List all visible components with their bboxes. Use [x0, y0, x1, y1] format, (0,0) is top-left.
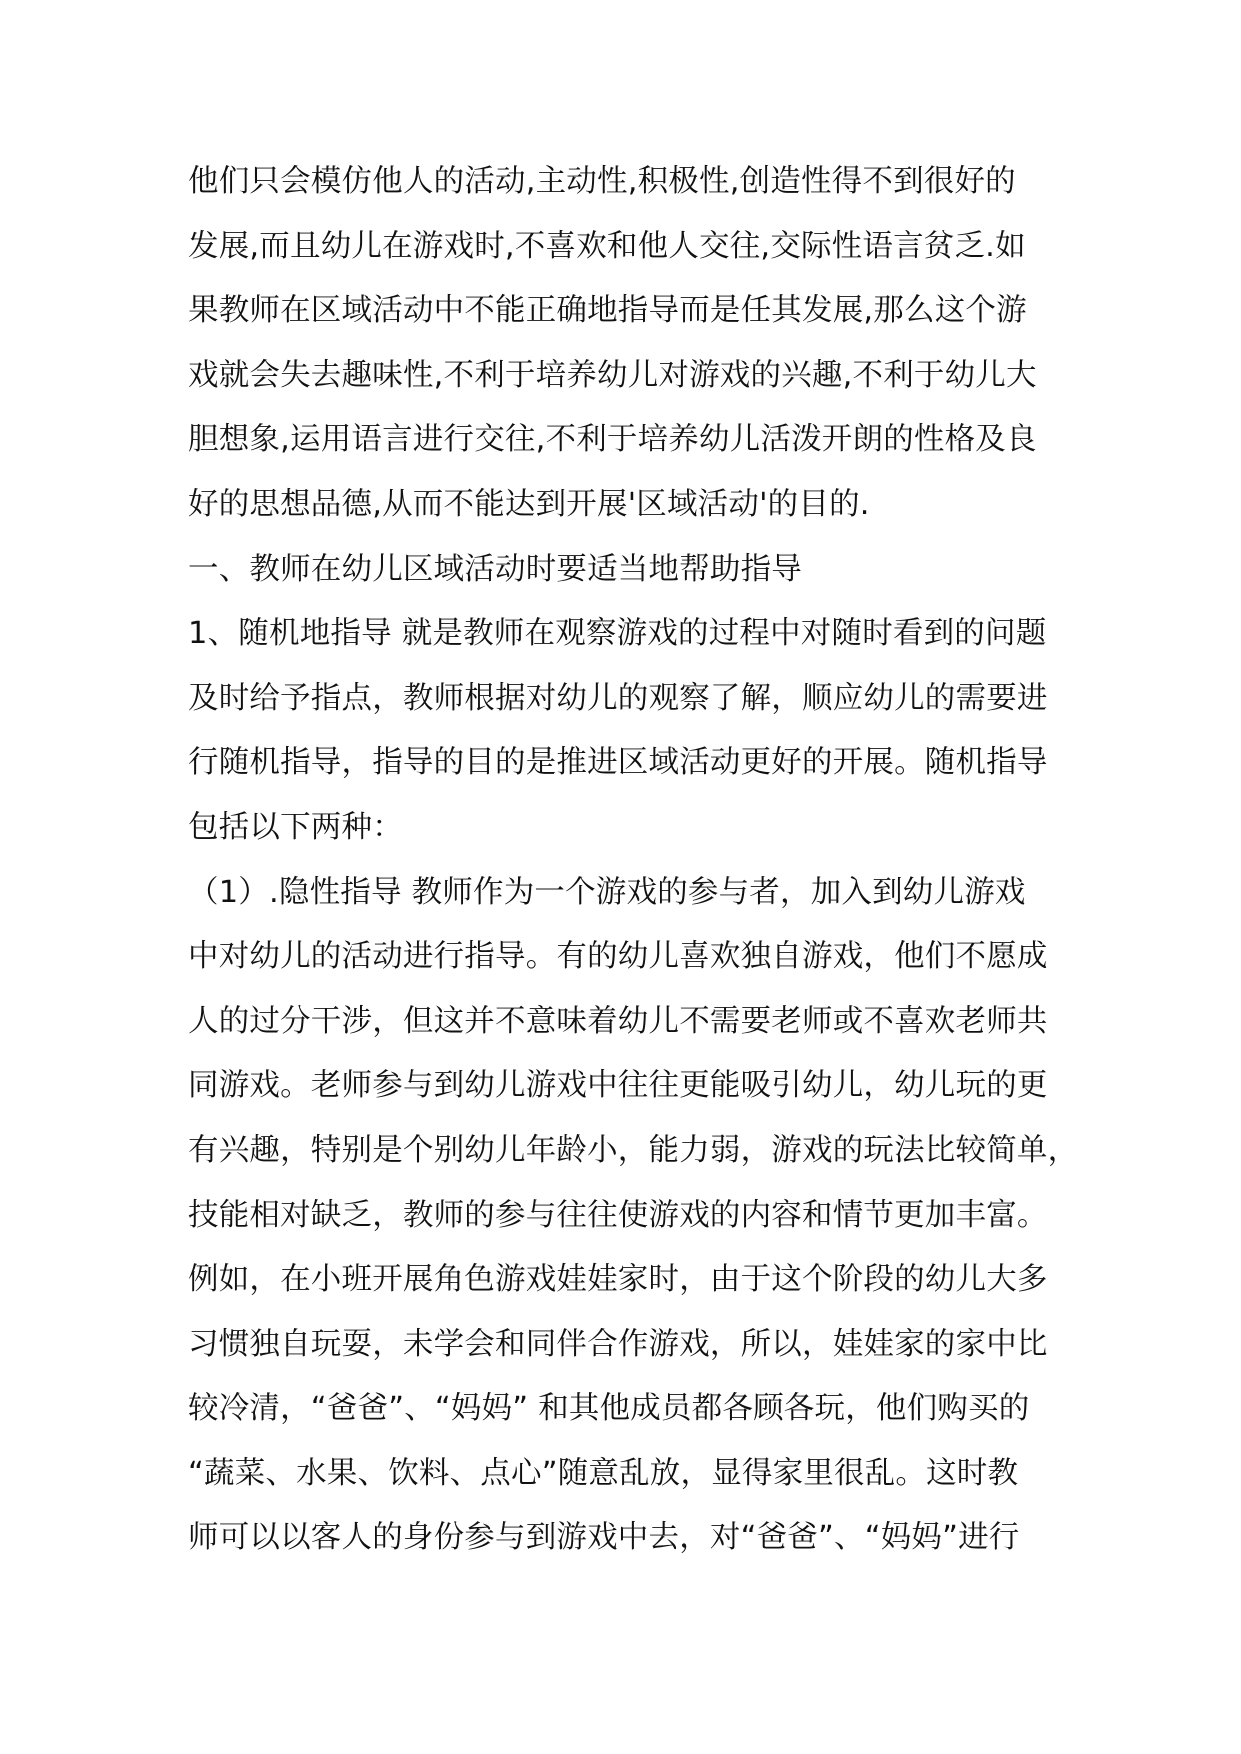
- text-line: 习惯独自玩耍，未学会和同伴合作游戏，所以，娃娃家的家中比: [188, 1326, 1048, 1362]
- text-line: 包括以下两种：: [188, 809, 403, 845]
- text-line: 及时给予指点，教师根据对幼儿的观察了解，顺应幼儿的需要进: [188, 680, 1048, 716]
- text-line: 技能相对缺乏，教师的参与往往使游戏的内容和情节更加丰富。: [188, 1197, 1048, 1233]
- text-line: 较冷清，“爸爸”、“妈妈” 和其他成员都各顾各玩，他们购买的: [188, 1391, 1030, 1427]
- text-line: 戏就会失去趣味性,不利于培养幼儿对游戏的兴趣,不利于幼儿大: [188, 357, 1037, 393]
- body-text: [188, 150, 1079, 1571]
- subsection-heading: （1）.隐性指导 教师作为一个游戏的参与者，加入到幼儿游戏: [188, 874, 1026, 910]
- text-line: 他们只会模仿他人的活动,主动性,积极性,创造性得不到很好的: [188, 164, 1016, 199]
- text-line: 果教师在区域活动中不能正确地指导而是任其发展,那么这个游: [188, 293, 1027, 329]
- text-line: 人的过分干涉，但这并不意味着幼儿不需要老师或不喜欢老师共: [188, 1003, 1048, 1039]
- subsection-heading: 1、随机地指导 就是教师在观察游戏的过程中对随时看到的问题: [188, 616, 1047, 652]
- text-line: 例如，在小班开展角色游戏娃娃家时，由于这个阶段的幼儿大多: [188, 1262, 1048, 1298]
- text-line: 发展,而且幼儿在游戏时,不喜欢和他人交往,交际性语言贫乏.如: [188, 228, 1026, 264]
- text-line: 胆想象,运用语言进行交往,不利于培养幼儿活泼开朗的性格及良: [188, 422, 1037, 458]
- text-line: 中对幼儿的活动进行指导。有的幼儿喜欢独自游戏，他们不愿成: [188, 939, 1048, 975]
- text-line: 同游戏。老师参与到幼儿游戏中往往更能吸引幼儿，幼儿玩的更: [188, 1068, 1048, 1104]
- text-line: 有兴趣，特别是个别幼儿年龄小，能力弱，游戏的玩法比较简单，: [188, 1132, 1079, 1168]
- text-line: 好的思想品德,从而不能达到开展'区域活动'的目的.: [188, 486, 870, 522]
- text-line: 行随机指导，指导的目的是推进区域活动更好的开展。随机指导: [188, 745, 1048, 781]
- section-heading: 一、教师在幼儿区域活动时要适当地帮助指导: [188, 551, 802, 587]
- text-line: 师可以以客人的身份参与到游戏中去，对“爸爸”、“妈妈”进行: [188, 1520, 1020, 1556]
- text-line: “蔬菜、水果、饮料、点心”随意乱放，显得家里很乱。这时教: [188, 1455, 1019, 1491]
